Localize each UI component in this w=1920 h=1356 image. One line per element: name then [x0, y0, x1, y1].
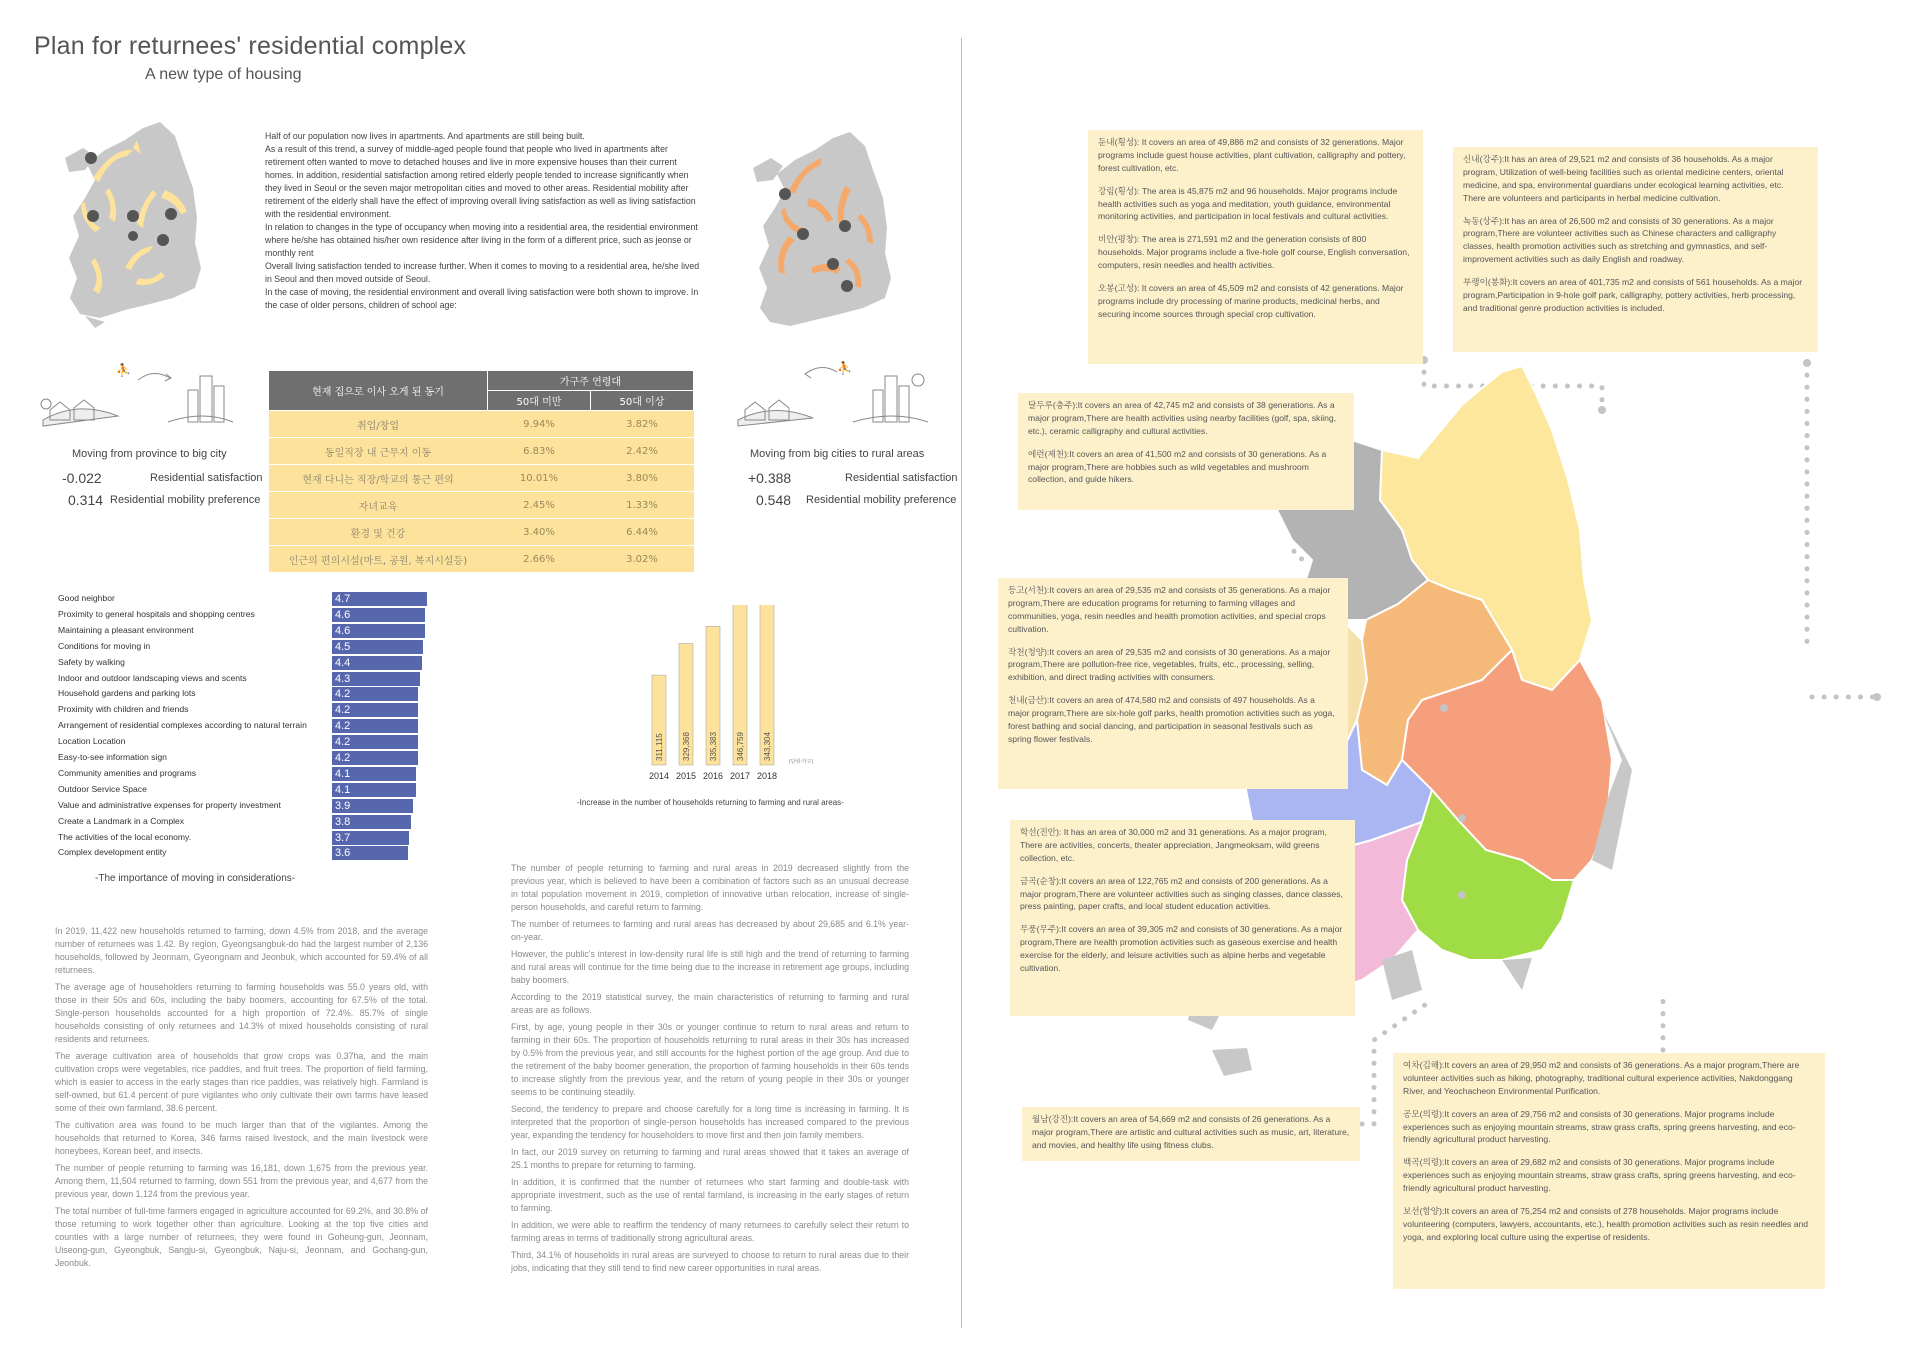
importance-label: Proximity to general hospitals and shopping centres: [58, 608, 255, 619]
region-info: 백곡(의령):It covers an area of 29,682 m2 and consists of 30 generations. Major programs include experiences such as enjoying mountain streams, straw grass crafts, spring greens harvesting, and eco-friendly agricultural product harvesting.: [1403, 1157, 1796, 1194]
importance-bar: 4.2: [332, 735, 418, 749]
importance-label: Household gardens and parking lots: [58, 688, 196, 699]
importance-label: Value and administrative expenses for property investment: [58, 799, 281, 810]
importance-label: Proximity with children and friends: [58, 704, 189, 715]
region-info: 에런(제천):It covers an area of 41,500 m2 and consists of 30 generations. As a major program,There are hobbies such as wild vegetables and mushroom collection, and guide hikers.: [1028, 448, 1327, 485]
importance-bar: 3.7: [332, 831, 409, 845]
row-value-under-50: 6.83%: [488, 438, 591, 465]
right-stat-value-2: 0.548: [756, 492, 792, 508]
row-value-under-50: 9.94%: [488, 411, 591, 438]
importance-label: Good neighbor: [58, 593, 115, 603]
region-info: 오봉(고성): It covers an area of 45,509 m2 and consists of 42 generations. Major programs include dry processing of marine products, medicinal herbs, and securing income sources through special crop cultivation.: [1098, 283, 1404, 319]
importance-bar: 4.1: [332, 783, 416, 797]
importance-bar: 4.5: [332, 640, 423, 654]
table-row: [269, 492, 694, 519]
importance-bar: 4.2: [332, 719, 418, 733]
table-row: [269, 519, 694, 546]
region-info: 여차(김해):It covers an area of 29,950 m2 and consists of 36 generations. As a major program,There are volunteer activities such as hiking, photography, traditional cultural experience activities, Nakdonggang River, and Yeochacheon Environmental Purification.: [1403, 1060, 1800, 1096]
body-paragraph: However, the public's interest in low-density rural life is still high and the trend of returning to farming and rural areas will continue for the time being due to the increase in retirement age groups, including baby boomers.: [511, 949, 909, 986]
region-info: 비안(평창): The area is 271,591 m2 and the generation consists of 800 households. Major programs include a five-hole golf course, English conversation, computers, resin needles and health activities.: [1098, 234, 1410, 271]
row-value-over-50: 6.44%: [591, 519, 694, 546]
chart-category-label: 2016: [702, 771, 724, 781]
table-header-under-50: 50대 미만: [488, 391, 591, 411]
body-paragraph: The average age of householders returning to farming households was 55.0 years old, with those in their 50s and 60s, including the baby boomers, accounting for 67.5% of the total. Single-person households accounted for a high proportion of 72.4%. 85.7% of single households consisting of only returnees and 14.3% of mixed households consisting of rural residents and returnees.: [55, 982, 428, 1045]
city-to-village-icon: [733, 360, 933, 432]
region-info: 작천(청양):It covers an area of 29,535 m2 and consists of 30 generations. As a major program,There are pollution-free rice, vegetables, fruits, etc., processing, selling, exhibition, and direct trading activities with consumers.: [1008, 646, 1331, 683]
importance-bar: 3.8: [332, 815, 411, 829]
chart-data-label: 311,115: [655, 733, 664, 761]
body-paragraph: The average cultivation area of households that grow crops was 0.37ha, and the main cultivation crops were vegetables, rice paddies, and fruit trees. The proportion of field farming, which is easier to access in the early stages than rice paddies, was relatively high. Farmland is self-owned, but 61.4 percent of pure vigilantes who only cultivate their own farms have leased some of their own farmland, 38.6 percent.: [55, 1051, 428, 1114]
importance-label: Community amenities and programs: [58, 767, 197, 778]
region-info: 달두루(충주):It covers an area of 42,745 m2 and consists of 38 generations. As a major program,There are health activities using nearby facilities (golf, spa, skiing, etc.), ceramic calligraphy and cultural activities.: [1028, 400, 1337, 436]
body-paragraph: According to the 2019 statistical survey, the main characteristics of returning to farming and rural areas are as follows.: [511, 992, 909, 1016]
chart-data-label: 329,368: [682, 732, 691, 761]
chart-unit-label: (단위:가구): [789, 759, 814, 765]
row-label: 환경 및 건강: [269, 519, 488, 546]
body-paragraph: Third, 34.1% of households in rural areas are surveyed to choose to return to rural areas due to their jobs, indicating that they still tend to find new career opportunities in rural areas.: [511, 1250, 909, 1274]
importance-bar: 3.9: [332, 799, 413, 813]
importance-label: Indoor and outdoor landscaping views and scents: [58, 672, 247, 683]
body-paragraph: The total number of full-time farmers engaged in agriculture accounted for 69.2%, and 30.8% of those returning to work together other than agriculture. Looking at the top five cities and counties with a large number of returnees, they were found in Goheung-gun, Jeonnam, Uiseong-gun, Gyeongbuk, Sangju-si, Gyeongbuk, Naju-si, Jeonnam, and Gochang-gun, Jeonbuk.: [55, 1206, 428, 1269]
row-value-under-50: 2.66%: [488, 546, 591, 573]
importance-label: Conditions for moving in: [58, 640, 151, 651]
row-label: 취업/창업: [269, 411, 488, 438]
returnee-households-chart: [640, 605, 880, 815]
right-stat-label-2: Residential mobility preference: [806, 494, 957, 506]
left-stat-value-1: -0.022: [62, 470, 102, 486]
region-info: 부랭이(봉화):It covers an area of 401,735 m2 and consists of 561 households. As a major program,Participation in 9-hole golf park, calligraphy, pottery activities, herb processing, and traditional genre production activities is included.: [1463, 277, 1803, 313]
svg-text:⛹: ⛹: [116, 363, 131, 377]
importance-bar: 4.6: [332, 608, 425, 622]
region-info: 월남(강진):It covers an area of 54,669 m2 and consists of 26 generations. As a major program,There are artistic and cultural activities such as music, art, literature, and movies, and healthy life using fitness clubs.: [1032, 1114, 1350, 1150]
body-paragraph: In fact, our 2019 survey on returning to farming and rural areas showed that it takes an average of 25.1 months to prepare for returning to farming.: [511, 1147, 909, 1171]
importance-bar: 4.3: [332, 672, 420, 686]
chart-data-label: 346,759: [736, 732, 745, 761]
region-info: 학선(진안): It has an area of 30,000 m2 and 31 generations. As a major program, There are activities, concerts, theater appreciation, Jangmeoksam, wild greens collection, etc.: [1020, 827, 1327, 863]
intro-paragraph: In the case of moving, the residential environment and overall living satisfaction were both shown to improve. In the case of older persons, children of school age:: [265, 287, 699, 311]
importance-bar: 4.1: [332, 767, 416, 781]
korea-map-right: [745, 128, 905, 328]
importance-label: Maintaining a pleasant environment: [58, 624, 194, 635]
region-info: 녹동(상주):It has an area of 26,500 m2 and consists of 30 generations. As a major program,There are volunteer activities such as Chinese characters and calligraphy classes, health promotion activities such as stretching and gymnastics, and self-improvement activities such as daily English and roadway.: [1463, 215, 1777, 265]
body-paragraph: In addition, we were able to reaffirm the tendency of many returnees to carefully select their return to farming areas in terms of traditionally strong agricultural areas.: [511, 1220, 909, 1244]
chart-title: -Increase in the number of households returning to farming and rural areas-: [577, 798, 844, 807]
importance-label: Outdoor Service Space: [58, 783, 147, 794]
region-info: 공모(의령):It covers an area of 29,756 m2 and consists of 30 generations. Major programs include experiences such as enjoying mountain streams, straw grass crafts, spring greens harvesting, and eco-friendly agricultural product harvesting.: [1403, 1108, 1796, 1145]
right-stat-value-1: +0.388: [748, 470, 792, 486]
body-text-middle: [511, 862, 909, 1279]
region-info: 등고(서천):It covers an area of 29,535 m2 and consists of 35 generations. As a major program,There are education programs for returning to farming villages and communities, yoga, resin needles and health promotion activities, and special crops cultivation.: [1008, 585, 1331, 634]
region-info-box-gyeongbuk-north: [1453, 147, 1818, 352]
table-row: [269, 546, 694, 573]
left-stats-caption: Moving from province to big city: [72, 448, 227, 460]
importance-label: Easy-to-see information sign: [58, 752, 167, 762]
importance-bar: 4.2: [332, 703, 418, 717]
right-stats-caption: Moving from big cities to rural areas: [750, 448, 925, 460]
korea-map-left: [55, 118, 215, 328]
region-info-box-gyeongnam: [1393, 1053, 1825, 1289]
region-info: 천내(금산):It covers an area of 474,580 m2 and consists of 497 households. As a major program,There are six-hole golf parks, health promotion activities such as yoga, forest bathing and social dancing, and participation in seasonal festivals such as spring flower festivals.: [1008, 695, 1335, 744]
body-paragraph: Second, the tendency to prepare and choose carefully for a long time is increasing in farming. It is interpreted that the proportion of single-person households has increased compared to the previous year, expanding the tendency for householders to move first and then join family members.: [511, 1104, 909, 1141]
region-info: 보선(함양):It covers an area of 75,254 m2 and consists of 278 households. Major programs include volunteering (computers, lawyers, accountants, etc.), health promotion activities such as resin needles and yoga, and exploring local culture using the expertise of residents.: [1403, 1206, 1809, 1242]
row-label: 현재 다니는 직장/학교의 통근 편의: [269, 465, 488, 492]
table-row: [269, 465, 694, 492]
moving-motive-table: [268, 370, 694, 573]
body-paragraph: In addition, it is confirmed that the number of returnees who start farming and double-task with appropriate investment, such as the use of rental farmland, is increasing in the early stages of return to farming.: [511, 1177, 909, 1214]
chart-category-label: 2018: [756, 771, 778, 781]
page-title: Plan for returnees' residential complex: [34, 32, 467, 60]
region-info-box-gangwon: [1088, 130, 1423, 364]
region-info-box-jeonnam: [1022, 1107, 1360, 1161]
right-stat-label-1: Residential satisfaction: [845, 472, 958, 484]
row-value-over-50: 3.80%: [591, 465, 694, 492]
importance-label: The activities of the local economy.: [58, 831, 192, 842]
row-label: 인근의 편의시설(마트, 공원, 복지시설등): [269, 546, 488, 573]
importance-bar: 3.6: [332, 846, 408, 860]
table-header-motive: 현재 집으로 이사 오게 된 동기: [269, 371, 488, 411]
intro-paragraph: Half of our population now lives in apartments. And apartments are still being built.: [265, 131, 585, 141]
left-stat-label-1: Residential satisfaction: [150, 472, 263, 484]
body-paragraph: In 2019, 11,422 new households returned to farming, down 4.5% from 2018, and the average number of returnees was 1.42. By region, Gyeongsangbuk-do had the largest number of 2,136 households, followed by Jeonnam, Gyeongnam and Jeonbuk, which accounted for 59.4% of all returnees.: [55, 926, 428, 976]
row-label: 자녀교육: [269, 492, 488, 519]
chart-category-label: 2015: [675, 771, 697, 781]
importance-bar: 4.2: [332, 751, 418, 765]
body-paragraph: The cultivation area was found to be much larger than that of the vigilantes. Among the households that returned to Korea, 346 farms raised livestock, and the main livestock were honeybees, Korean beef, and insects.: [55, 1120, 428, 1157]
importance-label: Location Location: [58, 736, 126, 747]
intro-paragraph: Overall living satisfaction tended to increase further. When it comes to moving to a residential area, he/she lived in Seoul and then moved outside of Seoul.: [265, 261, 700, 285]
importance-label: Complex development entity: [58, 847, 167, 858]
chart-data-label: 335,383: [709, 732, 718, 761]
village-to-city-icon: [38, 360, 238, 432]
region-info-box-chungbuk: [1018, 393, 1354, 510]
row-value-over-50: 2.42%: [591, 438, 694, 465]
importance-bar: 4.6: [332, 624, 425, 638]
row-value-under-50: 2.45%: [488, 492, 591, 519]
importance-bar: 4.2: [332, 687, 418, 701]
table-header-age-group: 가구주 연령대: [488, 371, 694, 391]
left-stat-value-2: 0.314: [68, 492, 104, 508]
region-info: 신내(강주):It has an area of 29,521 m2 and consists of 36 households. As a major program, Utilization of well-being facilities such as oriental medicine centers, oriental medicine, and spa, environmental guardians under ecological learning activities, etc. There are volunteers and participants in herbal medicine cultivation.: [1463, 154, 1784, 203]
importance-label: Arrangement of residential complexes according to natural terrain: [58, 720, 307, 731]
row-value-over-50: 3.82%: [591, 411, 694, 438]
region-info-box-jeonbuk: [1010, 820, 1355, 1016]
body-text-left: [55, 925, 428, 1274]
page-subtitle: A new type of housing: [145, 66, 302, 83]
region-info: 금곡(순창):It covers an area of 122,765 m2 and consists of 200 generations. As a major program,There are volunteer activities such as singing classes, dance classes, press painting, paper crafts, and local student education activities.: [1020, 875, 1343, 912]
region-info: 무풍(무주):It covers an area of 39,305 m2 and consists of 30 generations. As a major program,There are health promotion activities such as gaseous exercise and health exercise for the elderly, and leisure activities such as alpine herbs and vegetable cultivation.: [1020, 924, 1343, 974]
intro-paragraph: In relation to changes in the type of occupancy when moving into a residential area, the residential environment where he/she has obtained his/her own residence after living in the form of a different price, such as jeonse or monthly rent: [265, 222, 698, 259]
body-paragraph: The number of people returning to farming was 16,181, down 1,675 from the previous year. Among them, 11,504 returned to farming, down 551 from the previous year, and 4,677 from the previous year, down 1,124 from the previous year.: [55, 1163, 428, 1200]
chart-data-label: 343,304: [763, 732, 772, 761]
row-label: 동일직장 내 근무지 이동: [269, 438, 488, 465]
table-row: [269, 411, 694, 438]
importance-label: Safety by walking: [58, 656, 125, 667]
importance-label: Create a Landmark in a Complex: [58, 815, 185, 826]
row-value-over-50: 1.33%: [591, 492, 694, 519]
region-info: 둔내(횡성): It covers an area of 49,886 m2 and consists of 32 generations. Major programs include guest house activities, plant cultivation, calligraphy and pottery, forest cultivation, etc.: [1098, 137, 1406, 173]
left-stat-label-2: Residential mobility preference: [110, 494, 261, 506]
table-row: [269, 438, 694, 465]
svg-text:⛹: ⛹: [837, 361, 852, 375]
body-paragraph: The number of returnees to farming and rural areas has decreased by about 29,685 and 6.1% year-on-year.: [511, 919, 909, 943]
intro-paragraph: As a result of this trend, a survey of middle-aged people found that people who lived in apartments after retirement often wanted to move to detached houses and live in more expensive houses than their current homes. In addition, residential satisfaction among retired elderly people tended to increase significantly when they lived in Seoul or the seven major metropolitan cities and moved to other areas. Residential mobility after retirement of the elderly shall have the effect of improving overall living satisfaction as well as living satisfaction with the residential environment.: [265, 144, 696, 220]
body-paragraph: The number of people returning to farming and rural areas in 2019 decreased slightly from the previous year, which is believed to have been a combination of factors such as an unusual decrease in total population movement in 2019, completion of innovative urban relocation, increase of single-person households, and careful return to farming.: [511, 863, 909, 913]
importance-caption: -The importance of moving in considerations-: [95, 873, 296, 884]
row-value-under-50: 10.01%: [488, 465, 591, 492]
table-header-over-50: 50대 이상: [591, 391, 694, 411]
importance-bar: 4.7: [332, 592, 427, 606]
importance-bar: 4.4: [332, 656, 422, 670]
body-paragraph: First, by age, young people in their 30s or younger continue to return to rural areas and return to farming in their 60s. The proportion of households returning to rural areas in their 30s has increased by 0.5% from the previous year, and still accounts for the highest portion of the age group. And due to the retirement of the baby boomer generation, the proportion of farming households in their 60s tends to increase slightly from the previous year, and the return of young people in their 30s or younger seems to be continuing steadily.: [511, 1022, 909, 1098]
intro-text: [265, 130, 700, 312]
row-value-over-50: 3.02%: [591, 546, 694, 573]
chart-category-label: 2014: [648, 771, 670, 781]
region-info-box-chungnam: [998, 578, 1348, 789]
chart-category-label: 2017: [729, 771, 751, 781]
row-value-under-50: 3.40%: [488, 519, 591, 546]
region-info: 강림(횡성): The area is 45,875 m2 and 96 households. Major programs include health activities such as yoga and meditation, youth guidance, environmental monitoring activities, and participation in local festivals and cultural activities.: [1098, 185, 1398, 222]
